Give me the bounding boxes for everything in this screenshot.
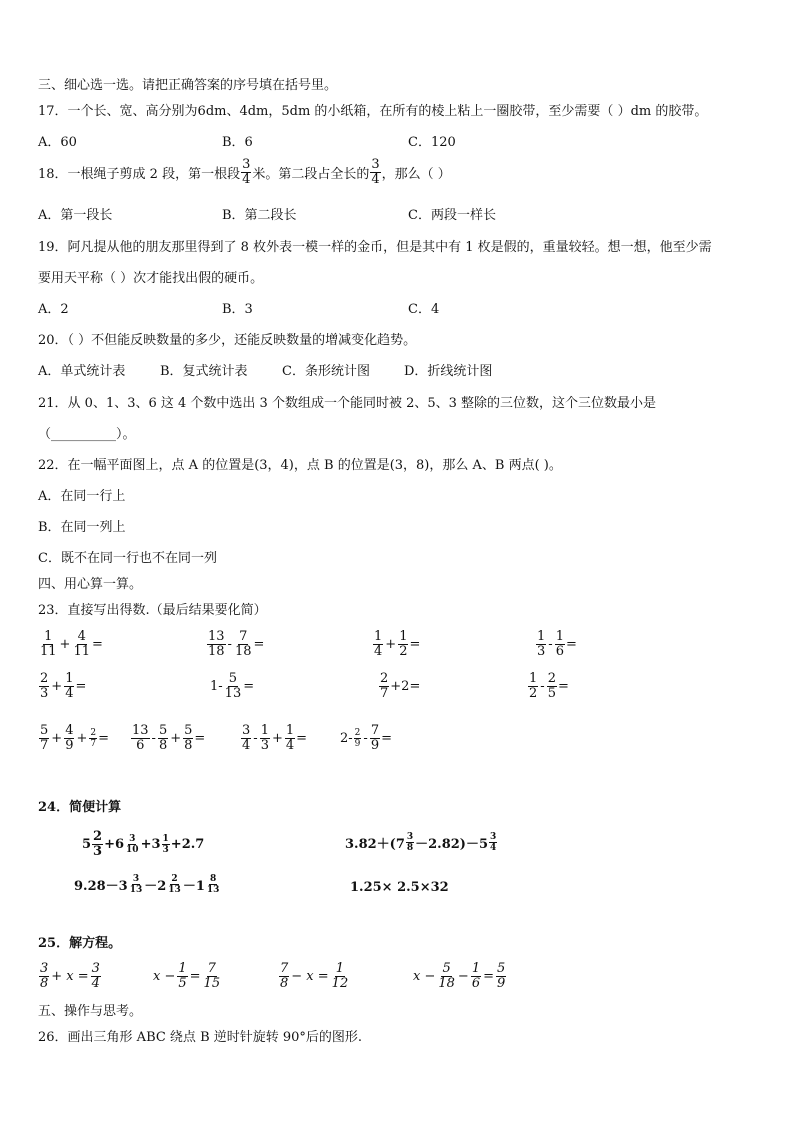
fraction: $\frac{3}{10}$ [126,834,139,855]
q23-expr-10: $\frac{13}{6}$ - $\frac{5}{8}$ + $\frac{5}{8}$ = [132,723,206,753]
fraction: $\frac{3}{4}$ [242,723,251,753]
q23-expr-1: $\frac{1}{11}$ + $\frac{4}{11}$ = [40,629,103,659]
q18-mid: 米。第二段占全长的 [252,167,370,182]
fraction: $\frac{1}{11}$ [40,629,57,659]
q22-option-c: C．既不在同一行也不在同一列 [38,551,217,566]
fraction: $\frac{3}{4}$ [91,961,100,991]
section-5-title: 五、操作与思考。 [38,1004,143,1019]
q24-expr-3: 9.28－3 $\frac{3}{13}$ －2 $\frac{2}{13}$ －1 $\frac{8}{13}$ [74,874,220,895]
q22-option-a: A．在同一行上 [38,489,126,504]
q23-expr-3: $\frac{1}{4}$ + $\frac{1}{2}$ = [374,629,421,659]
q23-title: 23．直接写出得数.（最后结果要化简） [38,603,267,618]
q25-title: 25．解方程。 [38,936,122,951]
q17-option-c: C．120 [408,135,456,150]
fraction: $\frac{7}{15}$ [203,961,221,991]
fraction: $\frac{4}{11}$ [73,629,90,659]
fraction: $\frac{5}{9}$ [497,961,506,991]
q19-line-1: 19．阿凡提从他的朋友那里得到了 8 枚外表一模一样的金币，但是其中有 1 枚是假的，重量较轻。想一想，他至少需 [38,240,712,255]
q24-title: 24．简便计算 [38,800,122,815]
q20-option-a: A．单式统计表 [38,364,126,379]
fraction: $\frac{5}{7}$ [40,723,49,753]
fraction: $\frac{1}{3}$ [537,629,546,659]
q24-expr-1: 5 $\frac{2}{3}$ +6 $\frac{3}{10}$ +3 $\frac{1}{3}$ +2.7 [82,829,205,859]
q25-equation-3: $\frac{7}{8}$ − x = $\frac{1}{12}$ [280,961,349,991]
fraction: $\frac{2}{9}$ [354,728,361,749]
fraction: $\frac{5}{8}$ [184,723,193,753]
section-3-title: 三、细心选一选。请把正确答案的序号填在括号里。 [38,78,338,93]
fraction: $\frac{1}{2}$ [399,629,408,659]
q18-text [38,158,451,187]
q21-line-1: 21．从 0、1、3、6 这 4 个数中选出 3 个数组成一个能同时被 2、5、3 整除的三位数，这个三位数最小是 [38,396,657,411]
q25-equation-1: $\frac{3}{8}$ + x = $\frac{3}{4}$ [40,961,100,991]
fraction: $\frac{5}{18}$ [438,961,455,991]
q19-option-c: C．4 [408,302,440,317]
q23-expr-4: $\frac{1}{3}$ - $\frac{1}{6}$ = [537,629,577,659]
q18-option-a: A．第一段长 [38,208,113,223]
fraction: $\frac{8}{13}$ [206,874,220,895]
fraction: $\frac{5}{8}$ [158,723,168,753]
q25-equation-4: x − $\frac{5}{18}$ − $\frac{1}{6}$ = $\frac{5}{9}$ [413,961,506,991]
q17-option-b: B．6 [222,135,253,150]
fraction: $\frac{1}{12}$ [331,961,349,991]
fraction: $\frac{2}{7}$ [90,728,97,749]
fraction: $\frac{3}{13}$ [129,874,143,895]
fraction: $\frac{3}{4}$ [489,832,497,853]
fraction: $\frac{2}{7}$ [380,671,389,701]
fraction: $\frac{2}{3}$ [93,829,103,859]
fraction: $\frac{4}{9}$ [65,723,74,753]
q23-expr-11: $\frac{3}{4}$ - $\frac{1}{3}$ + $\frac{1}{4}$ = [242,723,308,753]
fraction: $\frac{1}{3}$ [260,723,269,753]
fraction: $\frac{1}{5}$ [178,961,187,991]
fraction: $\frac{3}{8}$ [40,961,49,991]
q23-expr-2: $\frac{13}{18}$ - $\frac{7}{18}$ = [208,629,265,659]
q24-expr-4: 1.25× 2.5×32 [350,880,449,895]
fraction: $\frac{2}{5}$ [547,671,556,701]
q20-option-b: B．复式统计表 [160,364,248,379]
section-4-title: 四、用心算一算。 [38,577,143,592]
q22-text: 22．在一幅平面图上，点 A 的位置是(3，4)，点 B 的位置是(3，8)，那么 A、B 两点( )。 [38,458,562,473]
q21-line-2: （__________）。 [38,427,136,442]
q23-expr-6: 1- $\frac{5}{13}$ = [210,671,255,701]
q23-expr-7: $\frac{2}{7}$ +2= [380,671,421,701]
q18-option-c: C．两段一样长 [408,208,496,223]
fraction: $\frac{7}{9}$ [370,723,380,753]
q18-fraction-2: $\frac{3}{4}$ [371,157,380,187]
q17-text: 17．一个长、宽、高分别为6dm、4dm，5dm 的小纸箱，在所有的棱上粘上一圈胶带，至少需要（ ）dm 的胶带。 [38,104,708,119]
q23-expr-8: $\frac{1}{2}$ - $\frac{2}{5}$ = [529,671,569,701]
q19-line-2: 要用天平称（ ）次才能找出假的硬币。 [38,271,264,286]
fraction: $\frac{3}{8}$ [406,832,414,853]
fraction: $\frac{2}{13}$ [168,874,181,895]
q24-expr-2: 3.82＋(7 $\frac{3}{8}$ －2.82)－5 $\frac{3}{4}$ [345,832,497,853]
q22-option-b: B．在同一列上 [38,520,126,535]
q23-expr-9: $\frac{5}{7}$ + $\frac{4}{9}$ + $\frac{2}{7}$ = [40,723,110,753]
q26-text: 26．画出三角形 ABC 绕点 B 逆时针旋转 90°后的图形. [38,1030,363,1045]
q25-equation-2: x − $\frac{1}{5}$ = $\frac{7}{15}$ [153,961,221,991]
fraction: $\frac{1}{3}$ [162,834,169,855]
q19-option-b: B．3 [222,302,253,317]
q17-option-a: A．60 [38,135,77,150]
q18-fraction-1: $\frac{3}{4}$ [242,157,251,187]
q18-pre: 18．一根绳子剪成 2 段，第一根段 [38,167,241,182]
fraction: $\frac{1}{4}$ [65,671,74,701]
q19-option-a: A．2 [38,302,69,317]
q20-text: 20．（ ）不但能反映数量的多少，还能反映数量的增减变化趋势。 [38,333,417,348]
fraction: $\frac{1}{4}$ [374,629,383,659]
fraction: $\frac{13}{18}$ [208,629,225,659]
fraction: $\frac{5}{13}$ [224,671,242,701]
fraction: $\frac{7}{18}$ [234,629,252,659]
fraction: $\frac{7}{8}$ [280,961,289,991]
q18-option-b: B．第二段长 [222,208,297,223]
fraction: $\frac{13}{6}$ [132,723,149,753]
fraction: $\frac{1}{6}$ [555,629,564,659]
q23-expr-5: $\frac{2}{3}$ + $\frac{1}{4}$ = [40,671,87,701]
fraction: $\frac{1}{4}$ [285,723,295,753]
q20-option-d: D．折线统计图 [404,364,493,379]
fraction: $\frac{1}{2}$ [529,671,538,701]
fraction: $\frac{2}{3}$ [40,671,49,701]
q18-post: ，那么（ ） [381,167,451,182]
q20-option-c: C．条形统计图 [282,364,370,379]
q23-expr-12: 2- $\frac{2}{9}$ - $\frac{7}{9}$ = [340,723,392,753]
fraction: $\frac{1}{6}$ [471,961,481,991]
